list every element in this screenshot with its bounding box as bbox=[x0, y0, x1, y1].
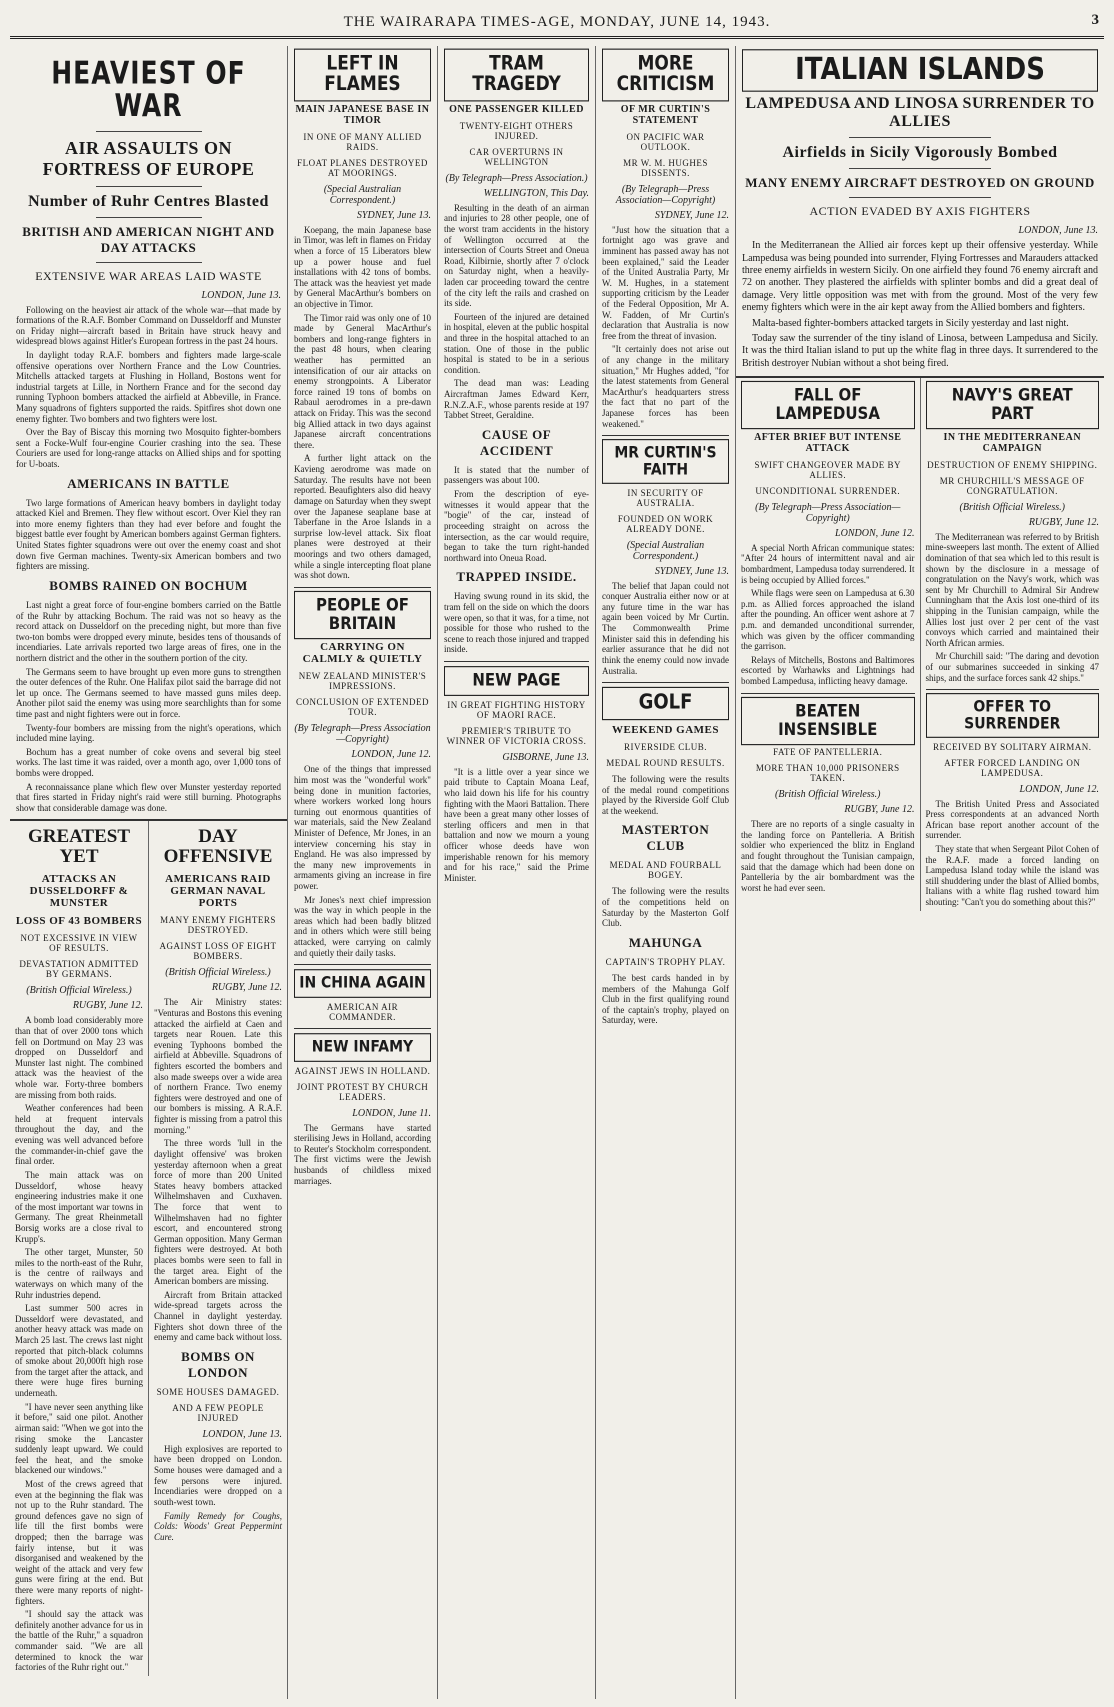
advertisement: Family Remedy for Coughs, Colds: Woods' Great Peppermint Cure. bbox=[154, 1510, 282, 1542]
source-line: (Special Australian Correspondent.) bbox=[323, 183, 402, 206]
subhead: MEDAL ROUND RESULTS. bbox=[606, 758, 725, 769]
headline-navys-great-part: NAVY'S GREAT PART bbox=[926, 381, 1100, 429]
divider bbox=[926, 689, 1100, 690]
source-line: (British Official Wireless.) bbox=[165, 967, 271, 979]
divider bbox=[96, 186, 202, 187]
article-paragraph: The belief that Japan could not conquer Australia either now or at any future time in the war has again been voiced by Mr Curtin. The Commonwealth Prime Minister said this in defending his earlier assurance that he did not think the enemy could now invade Australia. bbox=[602, 580, 729, 676]
article-paragraph: Today saw the surrender of the tiny island of Linosa, between Lampedusa and Sicily. It was the third Italian island to put up the white flag in three days. It surrendered to the British destroyer Nubian without a shot being fired. bbox=[742, 333, 1098, 369]
headline-new-infamy: NEW INFAMY bbox=[294, 1033, 431, 1061]
subhead: AFTER BRIEF BUT INTENSE ATTACK bbox=[754, 431, 902, 454]
article-paragraph: A special North African communique states: "After 24 hours of intermittent naval and air bombardment, Lampedusa today surrendered. It is being occupied by Allied forces." bbox=[741, 542, 915, 585]
article-paragraph: High explosives are reported to have been dropped on London. Some houses were damaged and a few persons were injured. Incendiaries were dropped on a south-west town. bbox=[154, 1443, 282, 1507]
article-paragraph: The Germans have started sterilising Jews in Holland, according to Reuter's Stockholm correspondent. The first victims were the Jewish husbands of childless mixed marriages. bbox=[294, 1122, 431, 1186]
subhead: IN SECURITY OF AUSTRALIA. bbox=[627, 487, 704, 508]
headline-more-criticism: MORE CRITICISM bbox=[602, 49, 729, 102]
article-paragraph: The British United Press and Associated Press correspondents at an advanced North African base report another account of the surrender. bbox=[925, 798, 1099, 841]
dateline: SYDNEY, June 13. bbox=[356, 209, 431, 221]
headline-italian-islands: ITALIAN ISLANDS bbox=[742, 49, 1098, 92]
masthead-title: THE WAIRARAPA TIMES-AGE, MONDAY, JUNE 14, 1943. bbox=[343, 13, 771, 30]
article-paragraph: The Timor raid was only one of 10 made by General MacArthur's bombers and long-range fighters in the past 48 hours, when clearing weather has permitted an intensification of our air attacks on enemy strongpoints. A Liberator force rained 19 tons of bombs on Rabaul aerodromes in a pre-dawn attack on Friday. This was the second big Allied attack in two days against Japanese aircraft concentrations there. bbox=[294, 312, 431, 450]
subhead: CARRYING ON CALMLY & QUIETLY bbox=[302, 641, 423, 666]
article-paragraph: Koepang, the main Japanese base in Timor, was left in flames on Friday when a force of 15 Liberators blew up a power house and fuel installations with 42 tons of bombs. The attack was the heaviest yet made by General MacArthur's bombers on an objective in Timor. bbox=[294, 224, 431, 309]
dateline: SYDNEY, June 12. bbox=[654, 209, 729, 221]
subhead: ON PACIFIC WAR OUTLOOK. bbox=[626, 131, 705, 152]
article-paragraph: The main attack was on Dusseldorf, whose heavy engineering industries make it one of the most important war towns in Germany. The great Rheinmetall Borsig works are a close rival to Krupp's. bbox=[15, 1169, 143, 1244]
article-paragraph: Fourteen of the injured are detained in hospital, eleven at the public hospital and three in the hospital attached to an station. One of those in the public hospital is stated to be in a serious condition. bbox=[444, 311, 589, 375]
subhead: MANY ENEMY AIRCRAFT DESTROYED ON GROUND bbox=[745, 175, 1095, 191]
column-2 bbox=[288, 46, 438, 1699]
subhead: LAMPEDUSA AND LINOSA SURRENDER TO ALLIES bbox=[745, 95, 1095, 131]
column-1 bbox=[10, 46, 288, 1699]
subhead: DESTRUCTION OF ENEMY SHIPPING. bbox=[927, 459, 1098, 470]
divider bbox=[96, 217, 202, 218]
subhead: SOME HOUSES DAMAGED. bbox=[156, 1386, 280, 1397]
subcolumns bbox=[736, 378, 1104, 911]
headline-people-of-britain: PEOPLE OF BRITAIN bbox=[294, 591, 431, 639]
article-paragraph: Most of the crews agreed that even at the beginning the flak was not up to the Ruhr standard. The ground defences gave no sign of life till the first bombs were dropped; then the barrage was fairly intense, but it was disorganised and weakened by the weight of the attack and very few guns were firing at the end. But there were many reports of night-fighters. bbox=[15, 1478, 143, 1606]
article-paragraph: From the description of eye-witnesses it would appear that the "bogie" of the car, instead of proceeding straight on across the intersection, as the car would require, began to take the turn right-handed northward into Oneua Road. bbox=[444, 489, 589, 563]
article-paragraph: In daylight today R.A.F. bombers and fighters made large-scale offensive operations over Northern France and the Low Countries. Mitchells attacked targets at Flushing in Holland, Bostons went for industrial targets at Lille, in Northern France and for the second day running Typhoon bombers attacked the airfield at Abbeville, in France. Many squadrons of fighters supported the raids. Spitfires shot down one enemy fighter. Two bombers and two fighters were lost. bbox=[16, 349, 281, 424]
dateline: RUGBY, June 12. bbox=[211, 982, 282, 994]
article-paragraph: It is stated that the number of passengers was about 100. bbox=[444, 464, 589, 486]
dateline: LONDON, June 12. bbox=[835, 527, 915, 539]
divider bbox=[602, 435, 729, 436]
article-paragraph: "It is a little over a year since we paid tribute to Captain Moana Leaf, who laid down his life for his country fighting with the Maori Battalion. There have been a great many other losses of sterling officers and men in that battalion and now we mourn a young officer whose deeds have won imperishable renown for his memory and for his race," said the Prime Minister. bbox=[444, 766, 589, 883]
article-paragraph: The dead man was: Leading Aircraftman James Edward Kerr, R.N.Z.A.F., whose parents reside at 197 Tabbet Street, Geraldine. bbox=[444, 378, 589, 421]
subhead: MEDAL AND FOURBALL BOGEY. bbox=[609, 860, 722, 881]
subhead: BRITISH AND AMERICAN NIGHT AND DAY ATTACKS bbox=[22, 223, 275, 255]
article-paragraph: The three words 'lull in the daylight offensive' was broken yesterday afternoon when a great force of more than 200 United States heavy bombers attacked Wilhelmshaven and Cuxhaven. The force that went to Wilhelmshaven had no fighter escort, and encountered strong German opposition. Many German fighters were destroyed. At both places bombs were seen to fall in the target area. Eight of the American bombers are missing. bbox=[154, 1138, 282, 1287]
divider bbox=[294, 1028, 431, 1029]
subhead: AGAINST JEWS IN HOLLAND. bbox=[294, 1065, 431, 1076]
article-paragraph: Resulting in the death of an airman and injuries to 28 other people, one of the worst tram accidents in the history of Wellington occurred at the intersection of Courts Street and Oneua Road, Kilbirnie, shortly after 7 o'clock on Saturday night, when a heavily-laden car proceeding toward the centre of the city left the rails and crashed on its side. bbox=[444, 202, 589, 309]
article-paragraph: The following were the results of the medal round competitions played by the Riverside Golf Club at the weekend. bbox=[602, 774, 729, 816]
dateline: WELLINGTON, This Day. bbox=[483, 187, 589, 199]
divider bbox=[741, 693, 915, 694]
section-heading: TRAPPED INSIDE. bbox=[456, 569, 577, 585]
divider bbox=[294, 587, 431, 588]
subhead: CAPTAIN'S TROPHY PLAY. bbox=[605, 956, 726, 967]
article-paragraph: The other target, Munster, 50 miles to the north-east of the Ruhr, is the centre of railways and waterways on which many of the Ruhr industries depend. bbox=[15, 1247, 143, 1300]
article-paragraph: While flags were seen on Lampedusa at 6.30 p.m. as Allied forces approached the island after the pounding. An officer went ashore at 7 p.m. and demanded unconditional surrender, which was given by the officer commanding the garrison. bbox=[741, 588, 915, 652]
article-paragraph: Last summer 500 acres in Dusseldorf were devastated, and another heavy attack was made on March 25 last. The crews last night reported that pitch-black columns of smoke about 20,000ft high rose from the target after the attack, and there were huge fires burning underneath. bbox=[15, 1303, 143, 1399]
article-day-offensive bbox=[148, 821, 287, 1675]
divider bbox=[849, 137, 991, 138]
article-paragraph: In the Mediterranean the Allied air forces kept up their offensive yesterday. While Lampedusa was being pounded into surrender, Flying Fortresses and Marauders attacked three enemy airfields in western Sicily. On one airfield they found 76 enemy aircraft and 72 on another. They plastered the airfields with splinter bombs and did a great deal of damage. Very little opposition was met with from the ground. Most of the very few enemy fighters which were in the air kept away from the Allied bombers and fighters. bbox=[742, 240, 1098, 314]
headline-heaviest-of-war: HEAVIEST OF WAR bbox=[51, 54, 246, 124]
article-paragraph: Over the Bay of Biscay this morning two Mosquito fighter-bombers sent a Focke-Wulf four-engine Courier crashing into the sea. These Couriers are used for long-range attacks on Allied ships and for spotting for U-boats. bbox=[16, 427, 281, 470]
subhead: FOUNDED ON WORK ALREADY DONE. bbox=[617, 513, 714, 534]
source-line: (By Telegraph—Press Association.) bbox=[445, 172, 588, 184]
subhead: Number of Ruhr Centres Blasted bbox=[28, 192, 269, 210]
subhead: DEVASTATION ADMITTED BY GERMANS. bbox=[19, 959, 139, 980]
subhead: RIVERSIDE CLUB. bbox=[623, 742, 707, 753]
dateline: LONDON, June 12. bbox=[1019, 783, 1099, 795]
article-paragraph: Aircraft from Britain attacked wide-spread targets across the Channel in daylight yesterday. Fighters shot down three of the enemy and came back without loss. bbox=[154, 1289, 282, 1343]
divider bbox=[444, 661, 589, 662]
source-line: (By Telegraph—Press Association—Copyright) bbox=[755, 501, 901, 524]
column-3 bbox=[438, 46, 596, 1699]
headline-tram-tragedy: TRAM TRAGEDY bbox=[444, 49, 589, 102]
subhead: IN THE MEDITERRANEAN CAMPAIGN bbox=[943, 431, 1082, 454]
headline-offer-to-surrender: OFFER TO SURRENDER bbox=[926, 693, 1100, 738]
subhead: NOT EXCESSIVE IN VIEW OF RESULTS. bbox=[20, 933, 138, 954]
subhead: AIR ASSAULTS ON FORTRESS OF EUROPE bbox=[42, 137, 255, 179]
subhead: IN ONE OF MANY ALLIED RAIDS. bbox=[303, 131, 422, 152]
subhead: TWENTY-EIGHT OTHERS INJURED. bbox=[459, 120, 574, 141]
article-paragraph: The Germans seem to have brought up even more guns to strengthen the outer defences of the Ruhr. One Halifax pilot said the barrage did not let up once. The Germans seemed to have massed guns miles deep. Another pilot said the enemy was using more searchlights than for some time past and night fighters were out in force. bbox=[16, 666, 281, 719]
headline-beaten-insensible: BEATEN INSENSIBLE bbox=[741, 697, 915, 745]
subhead: CONCLUSION OF EXTENDED TOUR. bbox=[296, 697, 429, 718]
subhead: MAIN JAPANESE BASE IN TIMOR bbox=[295, 103, 430, 126]
headline-mr-curtins-faith: MR CURTIN'S FAITH bbox=[602, 439, 729, 484]
subhead: SWIFT CHANGEOVER MADE BY ALLIES. bbox=[754, 459, 902, 480]
article-paragraph: "Just how the situation that a fortnight ago was grave and imminent has passed away has not been explained," said the Leader of the United Australia Party, Mr W. M. Hughes, in a statement supporting criticism by the Leader of the Federal Opposition, Mr A. W. Fadden, of Mr Curtin's declaration that Australia is now free from the threat of invasion. bbox=[602, 224, 729, 341]
article-paragraph: There are no reports of a single casualty in the landing force on Pantelleria. A British soldier who experienced the blitz in England and fought throughout the Tunisian campaign, said that the damage which had been done on Pantelleria by the air bombardment was the worst he had ever seen. bbox=[741, 819, 915, 893]
subhead: RECEIVED BY SOLITARY AIRMAN. bbox=[932, 741, 1092, 752]
dateline: LONDON, June 12. bbox=[351, 749, 431, 761]
headline-golf: GOLF bbox=[602, 687, 729, 720]
subhead: ATTACKS AN DUSSELDORFF & MUNSTER bbox=[29, 873, 129, 910]
subhead: FLOAT PLANES DESTROYED AT MOORINGS. bbox=[297, 157, 428, 178]
source-line: (British Official Wireless.) bbox=[775, 789, 881, 801]
dateline: LONDON, June 13. bbox=[202, 1428, 282, 1440]
headline-in-china-again: IN CHINA AGAIN bbox=[294, 969, 431, 997]
subhead: IN GREAT FIGHTING HISTORY OF MAORI RACE. bbox=[447, 699, 586, 720]
subhead: UNCONDITIONAL SURRENDER. bbox=[755, 485, 901, 496]
article-paragraph: A reconnaissance plane which flew over Munster yesterday reported that fires started in Friday night's raid were still burning. Photographs show that considerable damage was done. bbox=[16, 781, 281, 813]
headline-day-offensive: DAY OFFENSIVE bbox=[163, 826, 273, 868]
subhead: MR W. M. HUGHES DISSENTS. bbox=[623, 157, 708, 178]
article-paragraph: Mr Jones's next chief impression was the way in which people in the areas which had been badly blitzed and in others which were still being attacked, were carrying on calmly and quietly their daily tasks. bbox=[294, 894, 431, 958]
article-paragraph: Mr Churchill said: "The daring and devotion of our submarines succeeded in sinking 47 ships, and the surface forces sank 42 ships." bbox=[925, 651, 1099, 683]
divider bbox=[96, 262, 202, 263]
source-line: (By Telegraph—Press Association—Copyright) bbox=[615, 183, 716, 206]
subhead: PREMIER'S TRIBUTE TO WINNER OF VICTORIA CROSS. bbox=[446, 725, 587, 746]
subhead: Airfields in Sicily Vigorously Bombed bbox=[782, 144, 1058, 162]
section-heading: AMERICANS IN BATTLE bbox=[67, 475, 230, 491]
divider bbox=[96, 131, 202, 132]
masthead bbox=[10, 8, 1104, 39]
section-heading: BOMBS ON LONDON bbox=[181, 1348, 255, 1380]
article-paragraph: "It certainly does not arise out of any change in the military situation," Mr Hughes added, "for the latest statements from General MacArthur's headquarters stress the fact that no part of the Japanese forces has been weakened." bbox=[602, 344, 729, 429]
article-paragraph: A bomb load considerably more than that of over 2000 tons which fell on Dortmund on May 23 was dropped on Dusseldorf and Munster last night. The combined attack was the heaviest of the whole war. Forty-three bombers are missing from both raids. bbox=[15, 1015, 143, 1100]
article-paragraph: Having swung round in its skid, the tram fell on the side on which the doors were open, so that it was, for a time, not possible for those who rushed to the scene to reach those injured and trapped inside. bbox=[444, 591, 589, 655]
subhead: CAR OVERTURNS IN WELLINGTON bbox=[469, 146, 564, 167]
headline-greatest-yet: GREATEST YET bbox=[27, 826, 131, 868]
subhead: ACTION EVADED BY AXIS FIGHTERS bbox=[809, 204, 1031, 219]
section-heading: MAHUNGA bbox=[628, 934, 703, 950]
subcolumns bbox=[10, 821, 287, 1675]
dateline: RUGBY, June 12. bbox=[72, 1000, 143, 1012]
column-4 bbox=[596, 46, 736, 1699]
subhead: MR CHURCHILL'S MESSAGE OF CONGRATULATION. bbox=[939, 475, 1085, 496]
divider bbox=[849, 197, 991, 198]
subhead: JOINT PROTEST BY CHURCH LEADERS. bbox=[296, 1081, 429, 1102]
dateline: SYDNEY, June 13. bbox=[654, 565, 729, 577]
section-heading: MASTERTON CLUB bbox=[621, 822, 710, 854]
article-paragraph: Following on the heaviest air attack of the whole war—that made by formations of the R.A.F. Bomber Command on Dusseldorff and Munster on Friday night—aircraft based in Britain have struck heavy and widespread blows against Hitler's European fortress in the past 24 hours. bbox=[16, 304, 281, 347]
article-paragraph: Two large formations of American heavy bombers in daylight today attacked Kiel and Bremen. They flew without escort. Over Kiel they ran into more enemy fighters than they had ever before and fought the biggest battle ever fought by American bombers against German fighters. United States fighter squadrons were out over the enemy coast and shot down five German machines. Twenty-six American bombers and two fighters are missing. bbox=[16, 497, 281, 572]
column-5 bbox=[736, 46, 1104, 1699]
dateline: RUGBY, June 12. bbox=[844, 804, 915, 816]
subhead: NEW ZEALAND MINISTER'S IMPRESSIONS. bbox=[298, 671, 427, 692]
subhead: MORE THAN 10,000 PRISONERS TAKEN. bbox=[755, 763, 900, 784]
article-paragraph: They state that when Sergeant Pilot Cohen of the R.A.F. made a forced landing on Lampedusa Island today while the island was still shuddering under the blast of Allied bombs, Italians with a white flag rushed toward him shouting: "Can't you do something about this?" bbox=[925, 844, 1099, 908]
section-heading: BOMBS RAINED ON BOCHUM bbox=[49, 577, 248, 593]
source-line: (By Telegraph—Press Association—Copyright) bbox=[294, 723, 431, 746]
headline-left-in-flames: LEFT IN FLAMES bbox=[294, 49, 431, 102]
article-paragraph: "I have never seen anything like it before," said one pilot. Another airman said: "When we got into the rising smoke the Lancaster suddenly leapt upward. We could feel the heat, and the smoke blackened our windows." bbox=[15, 1401, 143, 1476]
subhead: WEEKEND GAMES bbox=[611, 724, 720, 737]
article-paragraph: Bochum has a great number of coke ovens and several big steel works. The last time it was raided, over a month ago, over 1,000 tons of bombs were dropped. bbox=[16, 746, 281, 779]
article-paragraph: Relays of Mitchells, Bostons and Baltimores escorted by Warhawks and Lightnings had bombed Lampedusa, inflicting heavy damage. bbox=[741, 654, 915, 687]
section-heading: CAUSE OF ACCIDENT bbox=[479, 426, 554, 458]
page-number: 3 bbox=[1091, 12, 1100, 28]
article-greatest-yet bbox=[10, 821, 148, 1675]
article-paragraph: One of the things that impressed him most was the "wonderful work" being done in munition factories, where workers worked long hours turning out enormous quantities of war materials, said the New Zealand Minister of Defence, Mr Jones, in an interview concerning his stay in England. He was also impressed by the many new improvements in armaments giving an increase in fire power. bbox=[294, 764, 431, 891]
article-fall-of-lampedusa bbox=[736, 378, 920, 911]
dateline: LONDON, June 13. bbox=[1018, 225, 1098, 237]
article-paragraph: A further light attack on the Kavieng aerodrome was made on Saturday. The results have not been reported. Beaufighters also did heavy damage on Saturday when they swept over the Japanese seaplane base at Taberfane in the Aroe Islands in a surprise low-level attack. Six float planes were destroyed at their moorings and two others damaged, while a single intercepting float plane was shot down. bbox=[294, 453, 431, 581]
subhead: OF MR CURTIN'S STATEMENT bbox=[620, 103, 711, 126]
subhead: AMERICAN AIR COMMANDER. bbox=[326, 1001, 399, 1022]
subhead: MANY ENEMY FIGHTERS DESTROYED. bbox=[160, 915, 276, 936]
article-paragraph: "I should say the attack was definitely another advance for us in the battle of the Ruhr," a squadron commander said. "We are all determined to knock the war factories of the Ruhr right out." bbox=[15, 1609, 143, 1673]
divider bbox=[849, 168, 991, 169]
source-line: (Special Australian Correspondent.) bbox=[626, 539, 705, 562]
article-paragraph: The Air Ministry states: "Venturas and Bostons this evening attacked the airfield at Caen and targets near Rouen. Late this evening Typhoons bombed the airfield at Abbeville. Squadrons of fighters escorted the bombers and also made sweeps over a wide area of northern France. Two enemy fighters were destroyed and one of our bombers is missing. A R.A.F. fighter is missing from a patrol this morning." bbox=[154, 997, 282, 1135]
dateline: LONDON, June 11. bbox=[352, 1107, 431, 1119]
subhead: LOSS OF 43 BOMBERS bbox=[15, 915, 143, 928]
article-paragraph: The following were the results of the competitions held on Saturday by the Masterton Golf Club. bbox=[602, 886, 729, 929]
article-paragraph: Twenty-four bombers are missing from the night's operations, which included mine laying. bbox=[16, 722, 281, 744]
article-paragraph: Weather conferences had been held at frequent intervals throughout the day, and the evening was well advanced before the commander-in-chief gave the final order. bbox=[15, 1103, 143, 1167]
subhead: ONE PASSENGER KILLED bbox=[449, 103, 584, 115]
subhead: FATE OF PANTELLERIA. bbox=[773, 747, 883, 758]
subhead: AMERICANS RAID GERMAN NAVAL PORTS bbox=[165, 873, 271, 910]
article-paragraph: Last night a great force of four-engine bombers carried on the Battle of the Ruhr by attacking Bochum. The raid was not so heavy as the record attack on Dusseldorf on the preceding night, but more than five two-ton bombs were dropped every minute, besides tens of thousands of incendiaries. Late arrivals reported two large areas of fires, one in the northern district and the other in the southern portion of the city. bbox=[16, 599, 281, 663]
headline-new-page: NEW PAGE bbox=[444, 666, 589, 696]
subhead: AND A FEW PEOPLE INJURED bbox=[172, 1402, 264, 1423]
source-line: (British Official Wireless.) bbox=[26, 985, 132, 997]
subhead: AGAINST LOSS OF EIGHT BOMBERS. bbox=[159, 941, 277, 962]
dateline: GISBORNE, June 13. bbox=[502, 751, 589, 763]
subhead: AFTER FORCED LANDING ON LAMPEDUSA. bbox=[944, 757, 1081, 778]
dateline: RUGBY, June 12. bbox=[1028, 516, 1099, 528]
subhead: EXTENSIVE WAR AREAS LAID WASTE bbox=[35, 268, 262, 283]
article-navys-great-part bbox=[920, 378, 1105, 911]
article-paragraph: The Mediterranean was referred to by British mine-sweepers last month. The extent of Allied domination of that sea which led to this result is shown by the disclosure in a message of congratulation on the Navy's work, which was sent by Mr Churchill to Admiral Sir Andrew Cunningham that the Axis lost one-third of its shipping in the Tunisian campaign, while the Allies lost just over 2 per cent of the vast convoys which carried and maintained their North African armies. bbox=[925, 531, 1099, 648]
article-paragraph: The best cards handed in by members of the Mahunga Golf Club in the first qualifying round of the captain's trophy, played on Saturday, were. bbox=[602, 972, 729, 1026]
source-line: (British Official Wireless.) bbox=[959, 501, 1065, 513]
divider bbox=[602, 682, 729, 683]
article-paragraph: Malta-based fighter-bombers attacked targets in Sicily yesterday and last night. bbox=[752, 317, 1069, 329]
headline-fall-of-lampedusa: FALL OF LAMPEDUSA bbox=[741, 381, 915, 429]
dateline: LONDON, June 13. bbox=[201, 289, 281, 301]
divider bbox=[294, 964, 431, 965]
